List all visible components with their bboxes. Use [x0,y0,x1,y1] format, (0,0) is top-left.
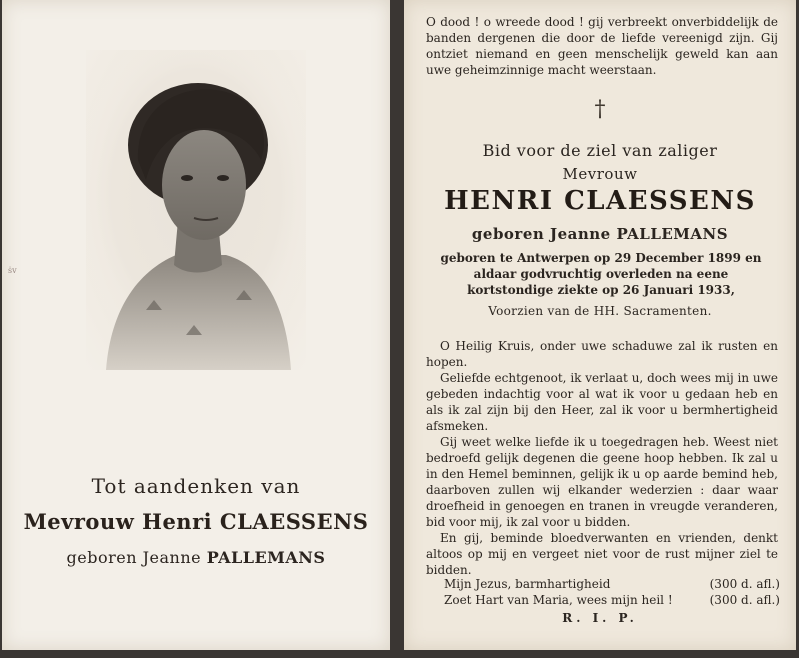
maiden-name-prefix: geboren Jeanne [66,548,202,567]
memorial-card-front [2,0,390,650]
prayer-paragraph: O Heilig Kruis, onder uwe schaduwe zal ik rusten en hopen. [426,339,778,369]
maiden-name-line [2,548,390,567]
cross-icon: † [594,97,606,122]
indulgence-text: Zoet Hart van Maria, wees mijn heil ! [444,593,673,607]
maiden-name: geboren Jeanne PALLEMANS [471,225,729,243]
rip-footer: R. I. P. [562,611,638,625]
indulgence-days: (300 d. afl.) [709,577,780,591]
sacraments-line: Voorzien van de HH. Sacramenten. [488,304,712,318]
tribute-heading: Tot aandenken van [91,474,301,498]
portrait-image [86,50,306,370]
biography: geboren te Antwerpen op 29 December 1899 en aldaar godvruchtig overleden na eene kortstondige ziekte op 26 Januari 1933, [440,251,762,297]
prayer-request: Bid voor de ziel van zaliger [482,141,718,160]
prayer-text [426,338,778,578]
deceased-name-heading: HENRI CLAESSENS [444,186,756,216]
intro-paragraph: O dood ! o wreede dood ! gij verbreekt onverbiddelijk de banden dergenen die door de liefde vereenigd zijn. Gij ontziet niemand en geen menschelijk geweld kan aan uwe geheimzinnige macht weerstaan. [426,15,778,77]
prayer-paragraph: Geliefde echtgenoot, ik verlaat u, doch wees mij in uwe gebeden indachtig voor al wat ik voor u gedaan heb en als ik zal zijn bij den Heer, zal ik voor u bermhertigheid afsmeken. [426,371,778,433]
deceased-name: Mevrouw Henri CLAESSENS [23,509,369,534]
prayer-paragraph: En gij, beminde bloedverwanten en vrienden, denkt altoos op mij en vergeet niet voor de rust mijner ziel te bidden. [426,531,778,577]
indulgence-text: Mijn Jezus, barmhartigheid [444,577,611,591]
indulgence-list [444,576,780,608]
ink-smudge: ṡv [8,266,17,275]
portrait-photo [86,50,306,370]
memorial-card-back [404,0,796,650]
indulgence-days: (300 d. afl.) [709,593,780,607]
title-mevrouw: Mevrouw [562,165,638,183]
indulgence-row [444,576,780,592]
prayer-paragraph: Gij weet welke liefde ik u toegedragen heb. Weest niet bedroefd gelijk degenen die geene hoop hebben. Ik zal u in den Hemel beminnen, gelijk ik u op aarde bemind heb, daarboven zullen wij elkander wederzien : daar waar droefheid in genoegen en tranen in vreugde veranderen, bid voor mij, ik zal voor u bidden. [426,435,778,529]
maiden-surname: PALLEMANS [206,548,326,567]
indulgence-row [444,592,780,608]
